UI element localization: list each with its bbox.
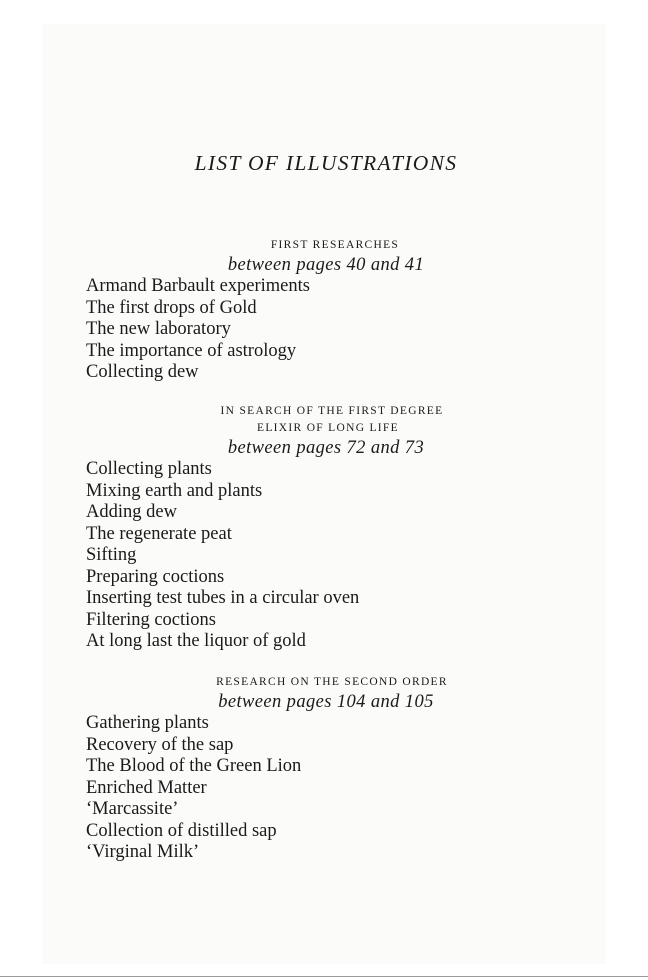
section-heading: FIRST RESEARCHES — [270, 239, 400, 251]
list-item: Sifting — [86, 545, 137, 565]
section-second-order — [86, 674, 566, 864]
illustration-list — [86, 459, 566, 653]
list-item: The new laboratory — [86, 319, 231, 339]
illustration-list — [86, 713, 566, 864]
list-item: ‘Virginal Milk’ — [86, 842, 200, 862]
bottom-divider — [0, 976, 648, 977]
list-item: Recovery of the sap — [86, 734, 234, 755]
list-item: The Blood of the Green Lion — [86, 756, 302, 776]
list-item: The regenerate peat — [86, 523, 232, 544]
section-page-range: between pages 104 and 105 — [218, 692, 434, 712]
list-item: The first drops of Gold — [86, 297, 257, 318]
list-item: ‘Marcassite’ — [86, 799, 179, 819]
list-item: Preparing coctions — [86, 566, 225, 587]
section-page-range: between pages 72 and 73 — [227, 438, 425, 458]
section-subheading: ELIXIR OF LONG LIFE — [257, 422, 399, 434]
list-item: Collecting plants — [86, 459, 212, 479]
page-title: LIST OF ILLUSTRATIONS — [194, 151, 458, 175]
list-item: Armand Barbault experiments — [86, 276, 310, 296]
section-page-range: between pages 40 and 41 — [227, 255, 425, 275]
list-item: Inserting test tubes in a circular oven — [86, 588, 360, 608]
list-item: Collecting dew — [86, 362, 199, 382]
list-item: The importance of astrology — [86, 340, 297, 361]
section-first-degree — [86, 403, 566, 653]
list-item: At long last the liquor of gold — [86, 631, 306, 651]
section-heading: IN SEARCH OF THE FIRST DEGREE — [220, 405, 444, 417]
illustration-list — [86, 276, 566, 384]
list-item: Mixing earth and plants — [86, 480, 263, 501]
list-item: Filtering coctions — [86, 609, 216, 630]
section-first-researches — [86, 237, 566, 384]
list-item: Enriched Matter — [86, 777, 207, 798]
list-item: Adding dew — [86, 502, 177, 522]
list-item: Gathering plants — [86, 713, 209, 733]
section-heading: RESEARCH ON THE SECOND ORDER — [216, 676, 448, 688]
list-item: Collection of distilled sap — [86, 820, 277, 841]
